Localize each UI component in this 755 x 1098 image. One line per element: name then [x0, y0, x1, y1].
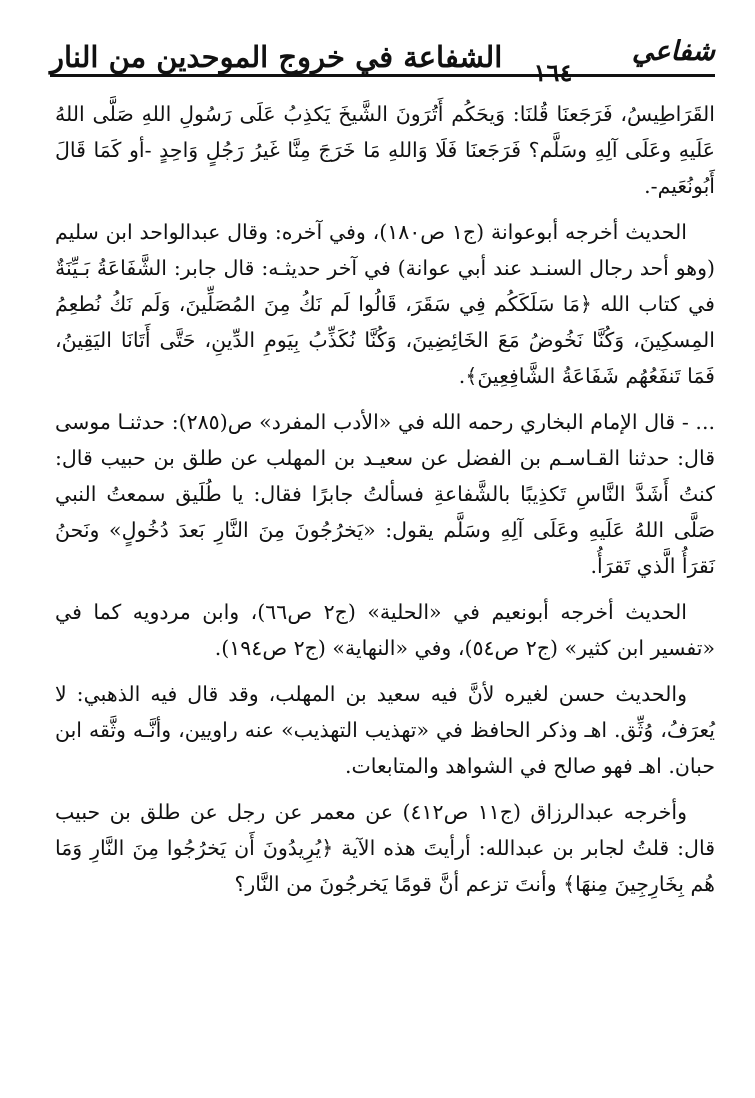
- running-title-text: الشفاعة في خروج الموحدين من النار: [50, 40, 503, 74]
- paragraph-6: وأخرجه عبدالرزاق (ج١١ ص٤١٢) عن معمر عن رجل عن طلق بن حبيب قال: قلتُ لجابر بن عبدالله: أرأيتَ هذه الآية ﴿يُرِيدُونَ أَن يَخرُجُوا مِنَ النَّارِ وَمَا هُم بِخَارِجِينَ مِنهَا﴾ وأنتَ تزعم أنَّ قومًا يَخرجُونَ من النَّار؟: [55, 800, 715, 896]
- body-text: [55, 96, 715, 912]
- header-rule: [50, 74, 715, 77]
- page-header: [50, 30, 715, 90]
- running-title: [50, 40, 570, 74]
- page-number: ١٦٤: [533, 58, 573, 87]
- paragraph-5: والحديث حسن لغيره لأنَّ فيه سعيد بن المهلب، وقد قال فيه الذهبي: لا يُعرَفُ، وُثِّق. اهـ وذكر الحافظ في «تهذيب التهذيب» عنه راويين، وأنَّـه وثَّقه ابن حبان. اهـ فهو صالح في الشواهد والمتابعات.: [55, 682, 715, 778]
- paragraph-1: القَرَاطِيسُ، فَرَجَعنَا قُلنَا: وَيحَكُم أَتُرَونَ الشَّيخَ يَكذِبُ عَلَى رَسُولِ اللهِ صَلَّى اللهُ عَلَيهِ وعَلَى آلِهِ وسَلَّم؟ فَرَجَعنَا فَلَا وَاللهِ مَا خَرَجَ مِنَّا غَيرُ رَجُلٍ وَاحِدٍ -أو كَمَا قَالَ أَبُونُعَيم-.: [55, 102, 715, 198]
- paragraph-2: الحديث أخرجه أبوعوانة (ج١ ص١٨٠)، وفي آخره: وقال عبدالواحد ابن سليم (وهو أحد رجال السنـد عند أبي عوانة) في آخر حديثـه: قال جابر: الشَّفَاعَةُ بَـيِّنَةٌ في كتاب الله ﴿مَا سَلَكَكُم فِي سَقَرَ، قَالُوا لَم نَكُ مِنَ المُصَلِّينَ، وَلَم نَكُ نُطعِمُ المِسكِينَ، وَكُنَّا نَخُوضُ مَعَ الخَائِضِينَ، وَكُنَّا نُكَذِّبُ بِيَومِ الدِّينِ، حَتَّى أَتَانَا اليَقِينُ، فَمَا تَنفَعُهُم شَفَاعَةُ الشَّافِعِينَ﴾.: [55, 220, 715, 388]
- series-logo: شفاعي: [631, 36, 715, 67]
- paragraph-4: الحديث أخرجه أبونعيم في «الحلية» (ج٢ ص٦٦)، وابن مردويه كما في «تفسير ابن كثير» (ج٢ ص٥٤)، وفي «النهاية» (ج٢ ص١٩٤).: [55, 600, 715, 660]
- paragraph-3: ... - قال الإمام البخاري رحمه الله في «الأدب المفرد» ص(٢٨٥): حدثنـا موسى قال: حدثنا القـاسـم بن الفضل عن سعيـد بن المهلب عن طلق بن حبيب قال: كنتُ أَشَدَّ النَّاسِ تَكذِيبًا بالشَّفاعةِ فسألتُ جابرًا فقال: يا طُلَيق سمعتُ النبي صَلَّى اللهُ عَلَيهِ وعَلَى آلِهِ وسَلَّم يقول: «يَخرُجُونَ مِنَ النَّارِ بَعدَ دُخُولٍ» ونَحنُ نَقرَأُ الَّذي تَقرَأُ.: [55, 410, 715, 578]
